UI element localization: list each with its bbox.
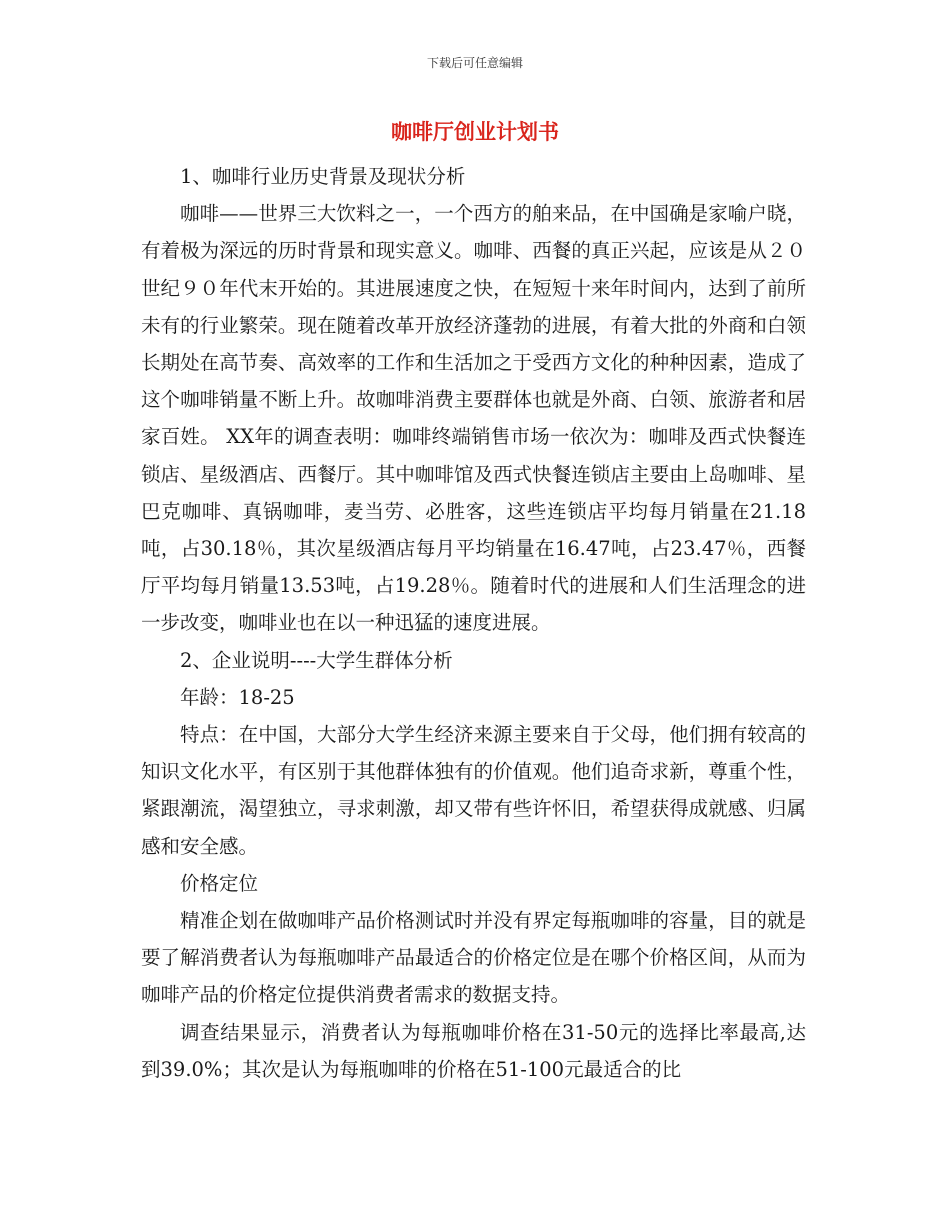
page-header: 下载后可任意编辑 (426, 56, 523, 70)
paragraph-coffee-history: 咖啡——世界三大饮料之一，一个西方的舶来品，在中国确是家喻户晓，有着极为深远的历时背景和现实意义。咖啡、西餐的真正兴起，应该是从２０世纪９０年代末开始的。其进展速度之快，在短短十来年时间内，达到了前所未有的行业繁荣。现在随着改革开放经济蓬勃的进展，有着大批的外商和白领长期处在高节奏、高效率的工作和生活加之于受西方文化的种种因素，造成了这个咖啡销量不断上升。故咖啡消费主要群体也就是外商、白领、旅游者和居家百姓。 XX年的调查表明：咖啡终端销售市场一依次为：咖啡及西式快餐连锁店、星级酒店、西餐厅。其中咖啡馆及西式快餐连锁店主要由上岛咖啡、星巴克咖啡、真锅咖啡，麦当劳、必胜客，这些连锁店平均每月销量在21.18吨，占30.18％，其次星级酒店每月平均销量在16.47吨，占23.47％，西餐厅平均每月销量13.53吨，占19.28％。随着时代的进展和人们生活理念的进一步改变，咖啡业也在以一种迅猛的速度进展。 (141, 202, 806, 635)
document-title: 咖啡厅创业计划书 (391, 120, 559, 144)
paragraph-survey-results: 调查结果显示，消费者认为每瓶咖啡价格在31-50元的选择比率最高,达到39.0%；其次是认为每瓶咖啡的价格在51-100元最适合的比 (141, 1020, 806, 1081)
paragraph-characteristics: 特点：在中国，大部分大学生经济来源主要来自于父母，他们拥有较高的知识文化水平，有区别于其他群体独有的价值观。他们追奇求新，尊重个性，紧跟潮流，渴望独立，寻求刺激，却又带有些许怀旧，希望获得成就感、归属感和安全感。 (141, 723, 806, 858)
section-heading-2: 2、企业说明----大学生群体分析 (180, 648, 453, 672)
paragraph-price-test: 精准企划在做咖啡产品价格测试时并没有界定每瓶咖啡的容量，目的就是要了解消费者认为每瓶咖啡产品最适合的价格定位是在哪个价格区间，从而为咖啡产品的价格定位提供消费者需求的数据支持。 (141, 909, 806, 1007)
subheading-price-positioning: 价格定位 (180, 871, 259, 895)
section-heading-1: 1、咖啡行业历史背景及现状分析 (180, 165, 466, 188)
document-body (141, 158, 806, 1088)
paragraph-age: 年龄：18-25 (180, 685, 295, 709)
